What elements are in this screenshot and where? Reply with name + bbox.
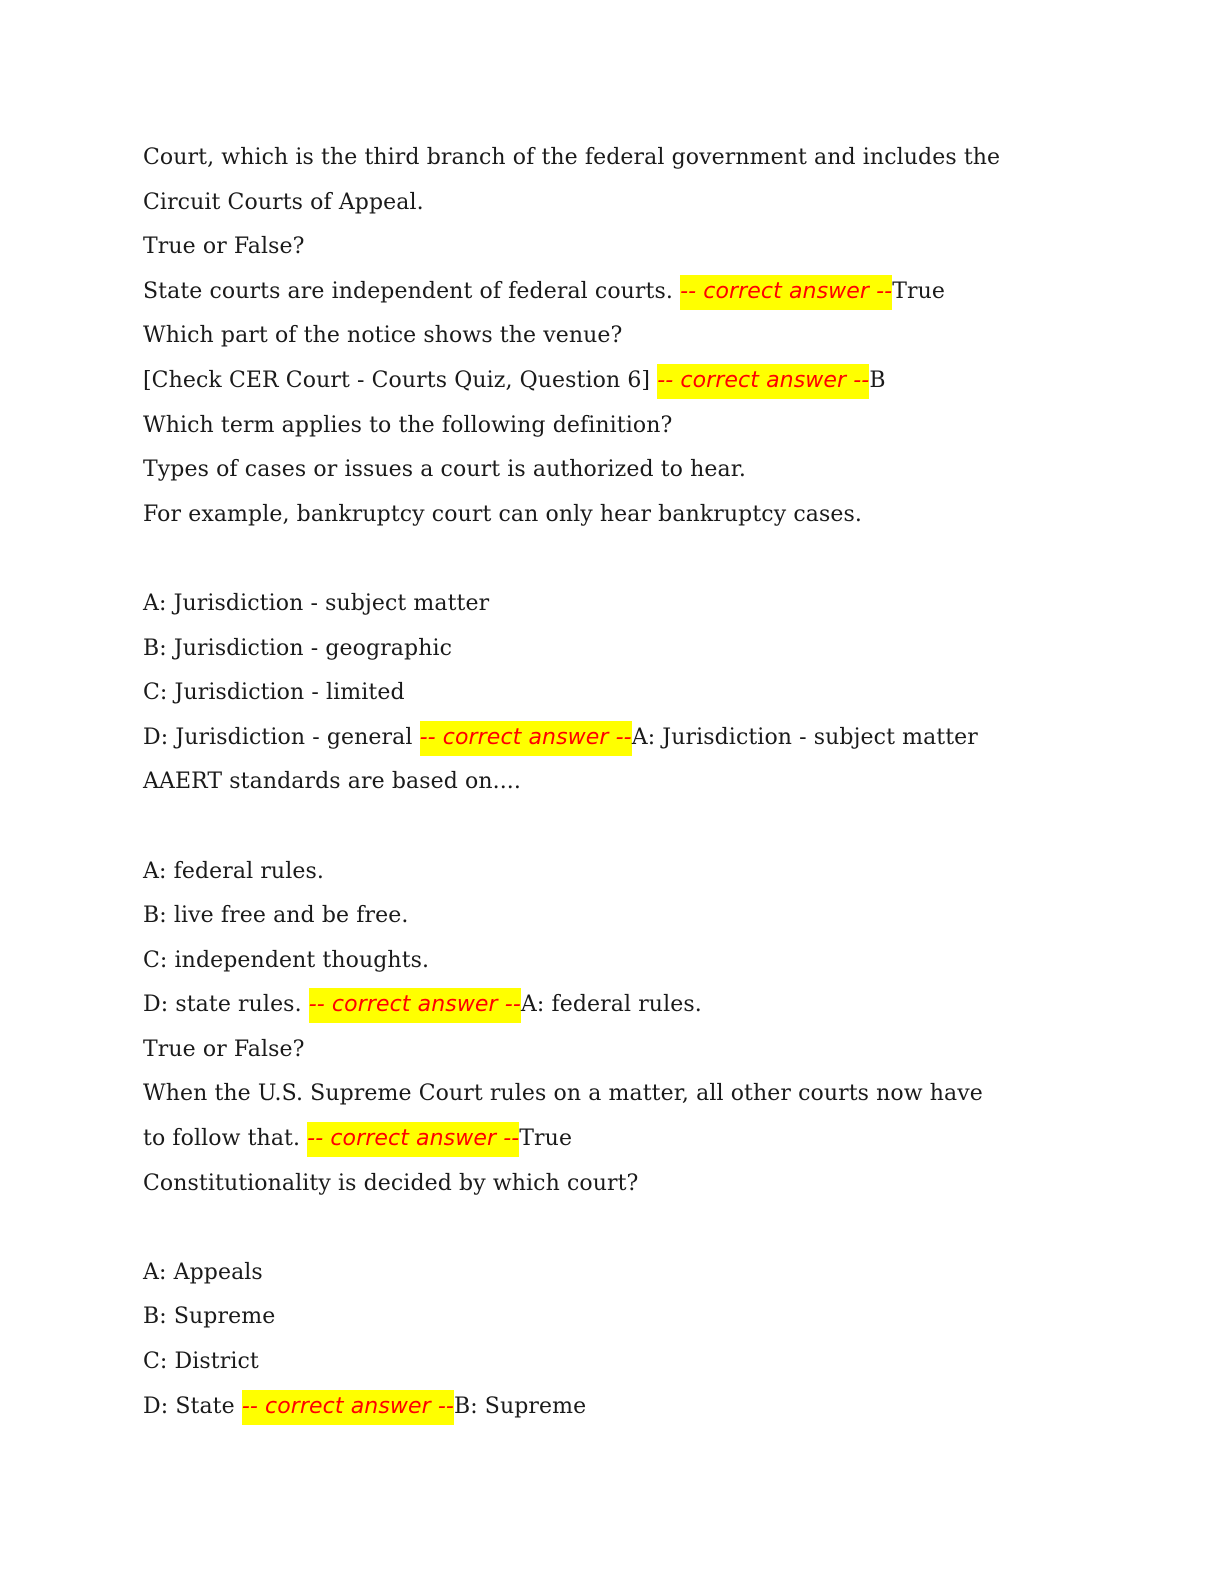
option-line <box>143 671 1083 716</box>
blank-line <box>143 1206 1083 1251</box>
option-text: B: live free and be free. <box>143 903 409 929</box>
line-text: Which part of the notice shows the venue? <box>143 323 623 349</box>
option-text: C: Jurisdiction - limited <box>143 680 405 706</box>
text-line <box>143 760 1083 805</box>
option-line <box>143 894 1083 939</box>
answer-text: True <box>892 278 945 304</box>
option-line <box>143 1251 1083 1296</box>
option-line <box>143 1295 1083 1340</box>
answer-text: True <box>519 1126 573 1152</box>
text-line <box>143 181 1083 226</box>
text-line <box>143 1028 1083 1073</box>
question-answer-line <box>143 1117 1083 1162</box>
option-text: D: State <box>143 1393 242 1419</box>
question-text: to follow that. <box>143 1126 308 1152</box>
line-text: Constitutionality is decided by which court? <box>143 1170 639 1196</box>
correct-answer-marker: -- correct answer -- <box>309 988 521 1023</box>
line-text: True or False? <box>143 234 305 260</box>
text-line <box>143 448 1083 493</box>
correct-answer-marker: -- correct answer -- <box>307 1122 519 1157</box>
text-line <box>143 225 1083 270</box>
answer-text: B: Supreme <box>453 1393 587 1419</box>
document-body <box>143 136 1083 1429</box>
question-text: State courts are independent of federal courts. <box>143 278 681 304</box>
option-text: A: federal rules. <box>143 858 324 884</box>
text-line <box>143 1072 1083 1117</box>
correct-answer-marker: -- correct answer -- <box>680 275 892 310</box>
option-text: C: independent thoughts. <box>143 947 430 973</box>
question-answer-line <box>143 270 1083 315</box>
option-line <box>143 939 1083 984</box>
option-line <box>143 627 1083 672</box>
option-text: B: Supreme <box>143 1304 276 1330</box>
line-text: Circuit Courts of Appeal. <box>143 189 424 215</box>
option-text: A: Jurisdiction - subject matter <box>143 590 490 616</box>
line-text: Court, which is the third branch of the federal government and includes the <box>143 145 1001 170</box>
text-line <box>143 314 1083 359</box>
line-text: AAERT standards are based on.... <box>143 769 521 795</box>
answer-text: A: federal rules. <box>520 992 702 1018</box>
blank-line <box>143 805 1083 850</box>
text-line <box>143 404 1083 449</box>
blank-line <box>143 537 1083 582</box>
option-line <box>143 850 1083 895</box>
option-line <box>143 582 1083 627</box>
text-line <box>143 136 1083 181</box>
line-text: For example, bankruptcy court can only hear bankruptcy cases. <box>143 501 862 527</box>
question-answer-line <box>143 359 1083 404</box>
line-text: Types of cases or issues a court is authorized to hear. <box>143 457 747 483</box>
option-text: C: District <box>143 1349 259 1375</box>
option-text: B: Jurisdiction - geographic <box>143 635 453 661</box>
question-answer-line <box>143 983 1083 1028</box>
text-line <box>143 493 1083 538</box>
correct-answer-marker: -- correct answer -- <box>420 721 632 756</box>
question-answer-line <box>143 1385 1083 1430</box>
answer-text: B <box>869 367 886 393</box>
option-text: D: state rules. <box>143 992 309 1018</box>
option-line <box>143 1340 1083 1385</box>
text-line <box>143 1162 1083 1207</box>
answer-text: A: Jurisdiction - subject matter <box>631 724 978 750</box>
option-text: A: Appeals <box>143 1259 263 1285</box>
option-text: D: Jurisdiction - general <box>143 724 420 750</box>
correct-answer-marker: -- correct answer -- <box>242 1390 454 1425</box>
line-text: True or False? <box>143 1036 305 1062</box>
line-text: When the U.S. Supreme Court rules on a matter, all other courts now have <box>143 1081 983 1107</box>
line-text: Which term applies to the following definition? <box>143 412 673 438</box>
correct-answer-marker: -- correct answer -- <box>657 364 869 399</box>
question-text: [Check CER Court - Courts Quiz, Question 6] <box>143 367 658 393</box>
question-answer-line <box>143 716 1083 761</box>
